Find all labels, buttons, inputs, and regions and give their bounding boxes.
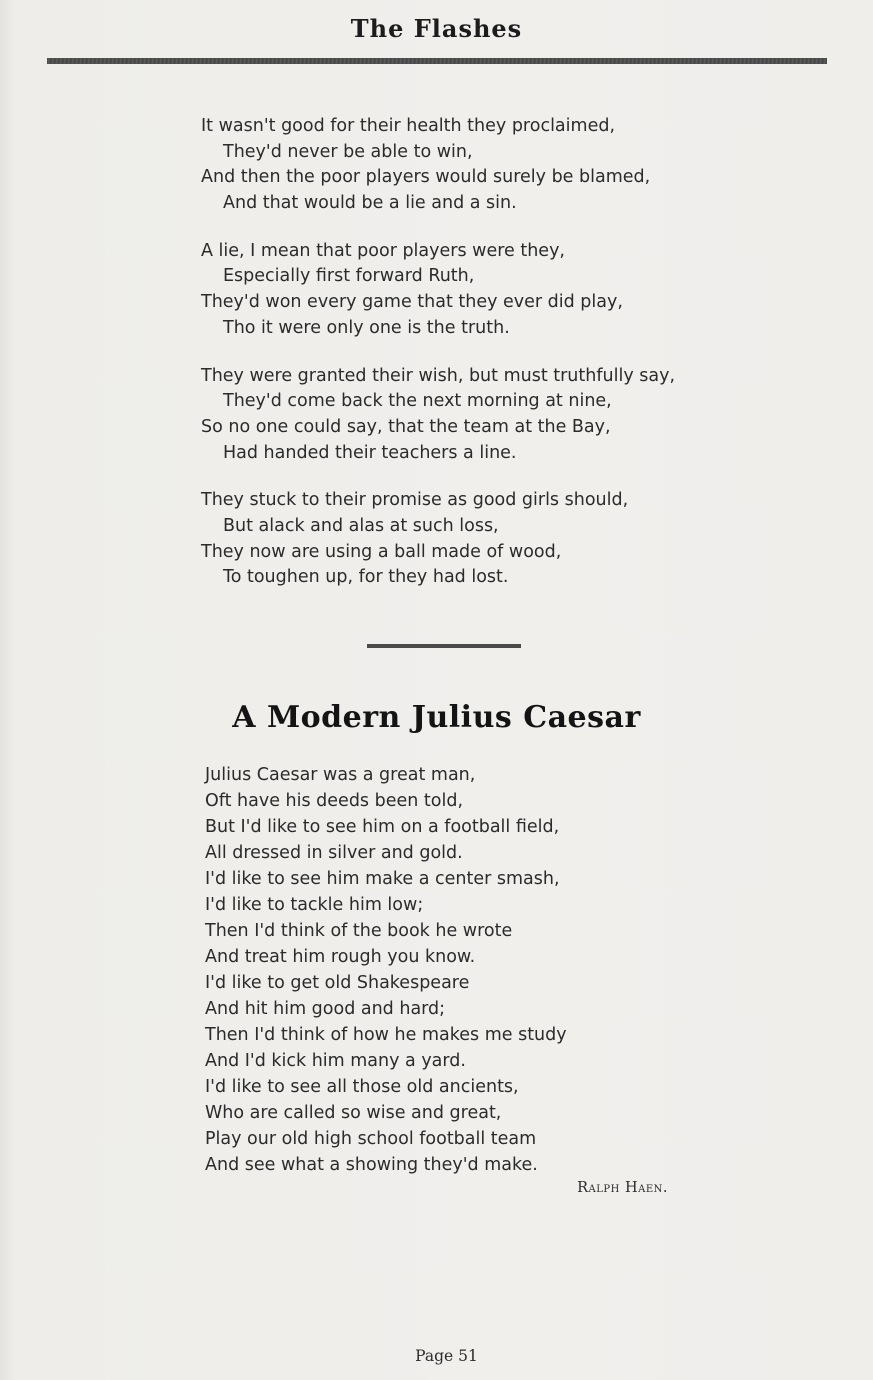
poem-line: I'd like to get old Shakespeare [205,973,470,993]
poem-line: They'd come back the next morning at nine, [223,391,612,412]
header-rule [47,58,827,64]
page-number: Page 51 [415,1347,478,1365]
poem-line: They'd won every game that they ever did play, [201,292,623,313]
poem-line: To toughen up, for they had lost. [223,567,509,588]
poem-line: Then I'd think of the book he wrote [205,921,513,941]
poem-line: Play our old high school football team [205,1129,537,1149]
poem-line: They now are using a ball made of wood, [201,541,562,562]
poem-line: Had handed their teachers a line. [223,442,517,463]
poem-line: And that would be a lie and a sin. [223,193,517,214]
poem-line: Tho it were only one is the truth. [223,317,510,338]
poem-line: All dressed in silver and gold. [205,843,463,863]
poem-line: And I'd kick him many a yard. [205,1051,466,1071]
poem-line: And then the poor players would surely be blamed, [201,167,651,188]
poem-line: But I'd like to see him on a football field, [205,817,560,837]
poem-line: A lie, I mean that poor players were they, [201,240,565,261]
poem-line: But alack and alas at such loss, [223,515,499,536]
poem-line: They'd never be able to win, [223,141,473,162]
stanza [201,488,761,591]
poem-line: So no one could say, that the team at the Bay, [201,416,611,437]
poem-continuation [201,114,761,613]
poem-line: Oft have his deeds been told, [205,791,464,811]
poem-line: Julius Caesar was a great man, [205,765,476,785]
poem-line: And treat him rough you know. [205,947,476,967]
poem-modern-julius-caesar [205,762,765,1178]
poem-line: And hit him good and hard; [205,999,446,1019]
poem-line: I'd like to tackle him low; [205,895,424,915]
poem-line: And see what a showing they'd make. [205,1155,538,1175]
poem-line: I'd like to see him make a center smash, [205,869,560,889]
poem-line: It wasn't good for their health they proclaimed, [201,116,616,136]
section-divider [367,644,521,648]
poem-line: They were granted their wish, but must truthfully say, [201,365,676,386]
running-header-title: The Flashes [350,14,523,43]
poem-line: Especially first forward Ruth, [223,266,475,287]
stanza [201,239,761,342]
poem-title: A Modern Julius Caesar [232,700,641,735]
author-signature: Ralph Haen. [577,1180,668,1196]
stanza [201,114,761,217]
poem-line: Then I'd think of how he makes me study [205,1025,567,1045]
poem-line: Who are called so wise and great, [205,1103,502,1123]
poem-line: They stuck to their promise as good girls should, [201,490,629,511]
poem-line: I'd like to see all those old ancients, [205,1077,519,1097]
stanza [201,364,761,467]
